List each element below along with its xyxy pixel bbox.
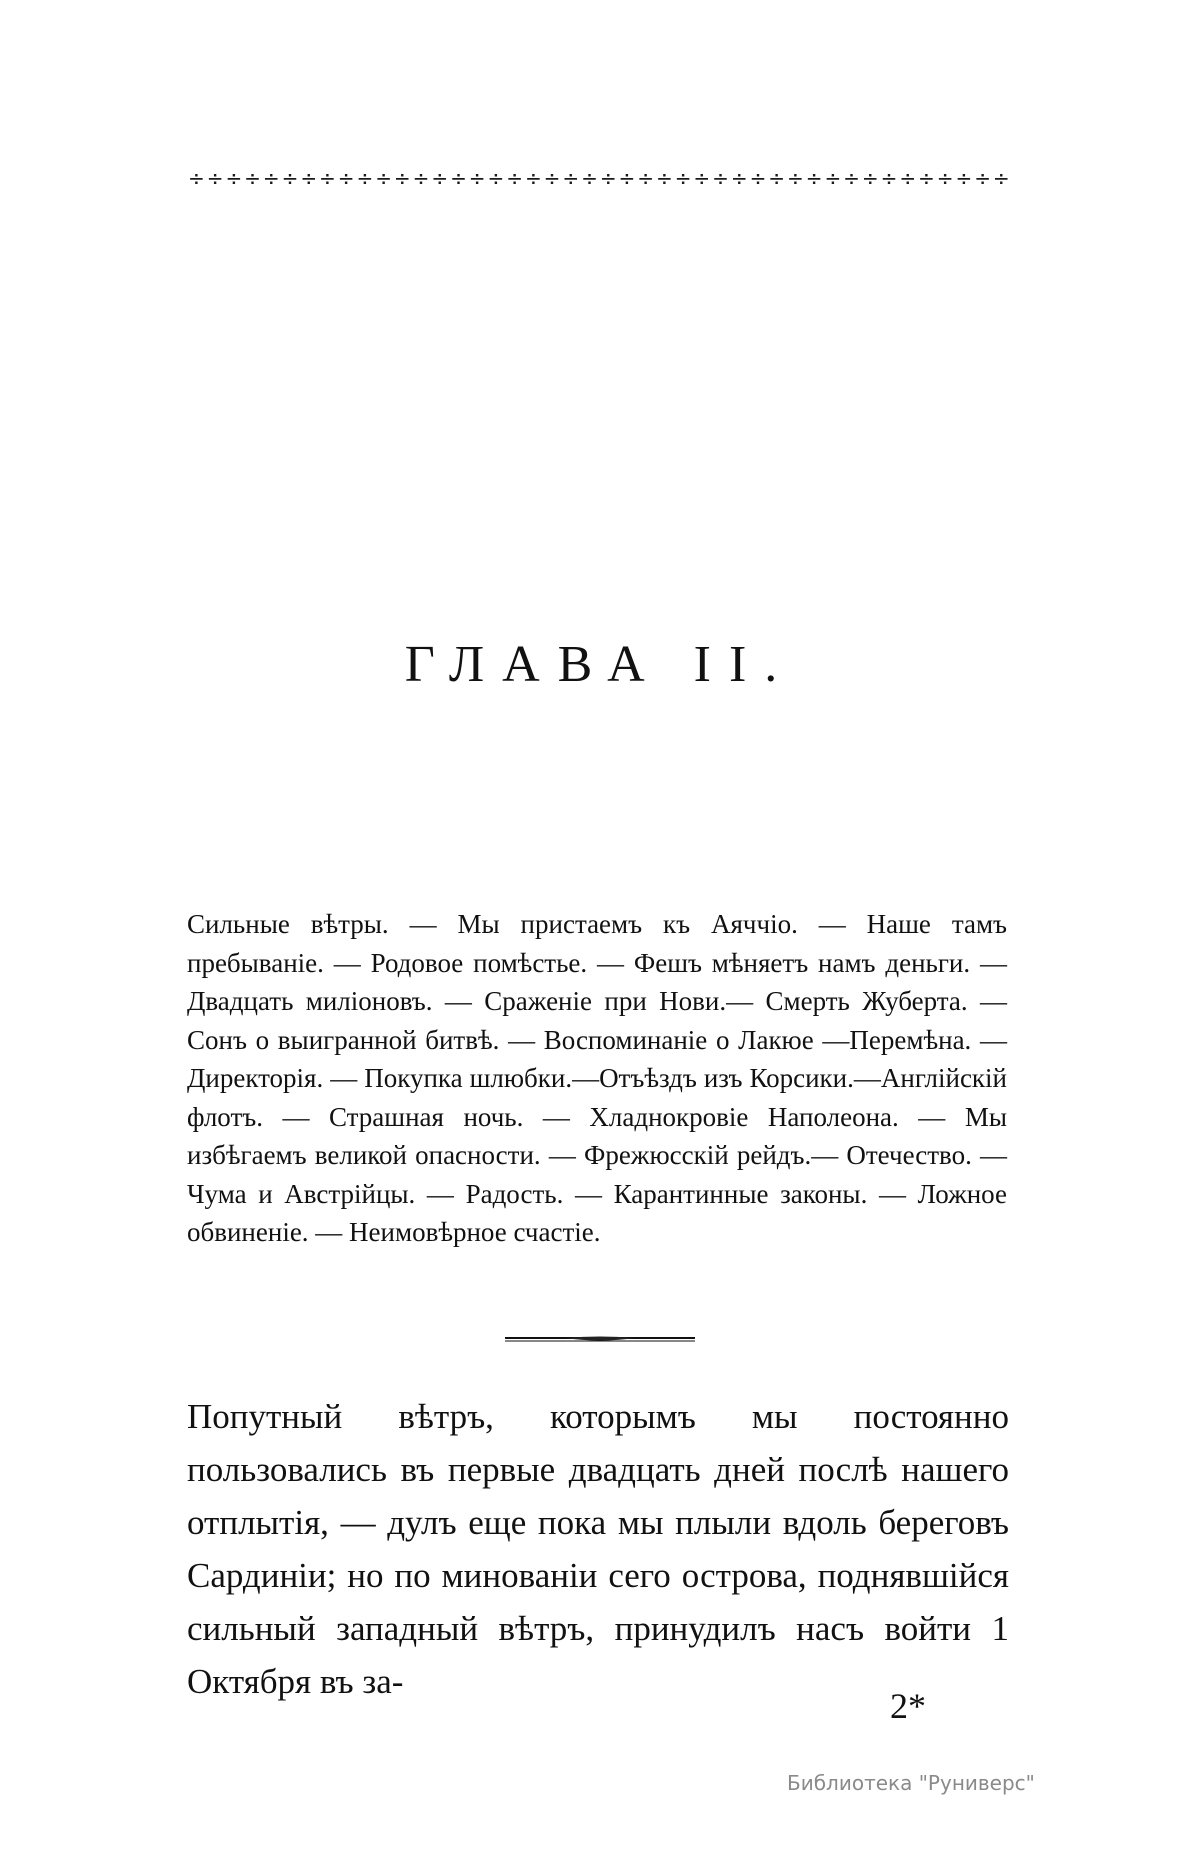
ornament-glyph: ÷ [674,166,692,190]
ornament-glyph: ÷ [487,166,505,190]
ornament-glyph: ÷ [730,166,748,190]
ornament-glyph: ÷ [262,166,280,190]
signature-mark: 2* [890,1686,926,1726]
ornament-glyph: ÷ [562,166,580,190]
ornament-glyph: ÷ [506,166,523,190]
ornament-glyph: ÷ [768,166,786,190]
ornament-glyph: ÷ [300,166,318,190]
ornament-glyph: ÷ [468,166,486,190]
chapter-summary: Сильные вѣтры. — Мы пристаемъ къ Аяччіо. — Наше тамъ пребываніе. — Родовое помѣстье. — Фешъ мѣняетъ намъ деньги. — Двадцать миліоновъ. — Сраженіе при Нови.— Смерть Жуберта. — Сонъ о выигранной битвѣ. — Воспоминаніе о Лакюе —Перемѣна. — Директорія. — Покупка шлюбки.—Отъѣздъ изъ Корсики.—Англійскій флотъ. — Страшная ночь. — Хладнокровіе Наполеона. — Мы избѣгаемъ великой опасности. — Фрежюсскій рейдъ.— Отечество. — Чума и Австрійцы. — Радость. — Карантинные законы. — Ложное обвиненіе. — Неимовѣрное счастіе. [187,909,1007,1247]
ornament-glyph: ÷ [431,166,449,190]
ornament-glyph: ÷ [375,166,392,190]
chapter-title: ГЛАВА II. [404,635,796,693]
ornament-glyph: ÷ [412,166,430,190]
ornament-glyph: ÷ [712,166,729,190]
header-ornament [188,160,1010,196]
ornament-glyph: ÷ [618,166,636,190]
ornament-glyph: ÷ [749,166,767,190]
ornament-glyph: ÷ [655,166,673,190]
ornament-glyph: ÷ [581,166,598,190]
ornament-glyph: ÷ [543,166,561,190]
ornament-glyph: ÷ [899,166,917,190]
ornament-glyph: ÷ [824,166,842,190]
ornament-glyph: ÷ [787,166,804,190]
ornament-glyph: ÷ [319,166,336,190]
ornament-glyph: ÷ [918,166,935,190]
ornament-glyph: ÷ [281,166,299,190]
ornament-glyph: ÷ [955,166,973,190]
ornament-glyph: ÷ [805,166,823,190]
ornament-glyph: ÷ [880,166,898,190]
library-watermark: Библиотека "Руниверс" [787,1771,1035,1795]
ornament-glyph: ÷ [843,166,860,190]
ornament-glyph: ÷ [337,166,355,190]
body-paragraph: Попутный вѣтръ, которымъ мы постоянно пользовались въ первые двадцать дней послѣ нашего отплытія, — дулъ еще пока мы плыли вдоль береговъ Сардиніи; но по минованіи сего острова, поднявшійся сильный западный вѣтръ, принудилъ насъ войти 1 Октября въ за- [187,1397,1009,1701]
divider-rule [505,1335,695,1343]
ornament-glyph: ÷ [974,166,991,190]
ornament-glyph: ÷ [524,166,542,190]
ornament-glyph: ÷ [225,166,243,190]
ornament-glyph: ÷ [936,166,954,190]
ornament-glyph: ÷ [693,166,711,190]
ornament-glyph: ÷ [188,166,205,190]
ornament-glyph: ÷ [393,166,411,190]
ornament-glyph: ÷ [356,166,374,190]
ornament-glyph: ÷ [206,166,224,190]
ornament-glyph: ÷ [599,166,617,190]
ornament-glyph: ÷ [992,166,1010,190]
ornament-glyph: ÷ [637,166,655,190]
ornament-glyph: ÷ [861,166,879,190]
ornament-glyph: ÷ [450,166,467,190]
ornament-glyph: ÷ [244,166,261,190]
